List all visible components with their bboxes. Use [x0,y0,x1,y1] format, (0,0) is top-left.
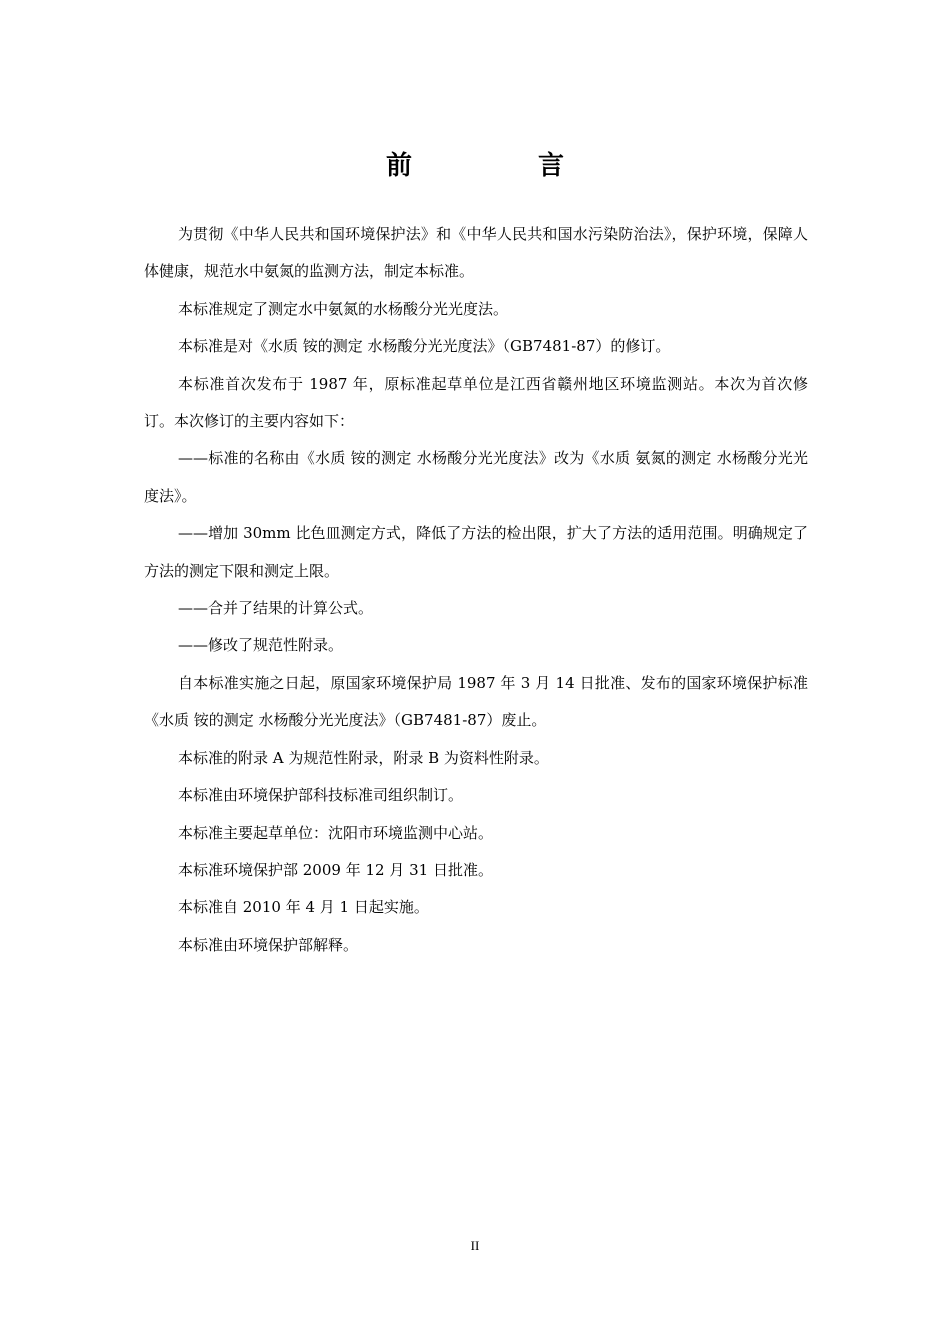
paragraph: 为贯彻《中华人民共和国环境保护法》和《中华人民共和国水污染防治法》，保护环境，保障人体健康，规范水中氨氮的监测方法，制定本标准。 [144,225,808,281]
paragraph: ——标准的名称由《水质 铵的测定 水杨酸分光光度法》改为《水质 氨氮的测定 水杨酸分光光度法》。 [144,449,808,505]
paragraph: ——修改了规范性附录。 [178,636,344,655]
page-number: II [470,1238,480,1253]
foreword-body [144,216,808,964]
paragraph: 本标准规定了测定水中氨氮的水杨酸分光光度法。 [178,299,509,318]
paragraph: 本标准由环境保护部解释。 [178,935,359,954]
paragraph: 本标准环境保护部 2009 年 12 月 31 日批准。 [178,860,493,879]
paragraph: 本标准首次发布于 1987 年，原标准起草单位是江西省赣州地区环境监测站。本次为首次修订。本次修订的主要内容如下： [144,374,808,431]
paragraph: 自本标准实施之日起，原国家环境保护局 1987 年 3 月 14 日批准、发布的国家环境保护标准《水质 铵的测定 水杨酸分光光度法》（GB7481-87）废止。 [144,673,808,730]
page-title: 前 言 [385,151,614,181]
paragraph: 本标准主要起草单位：沈阳市环境监测中心站。 [178,823,494,842]
paragraph: 本标准自 2010 年 4 月 1 日起实施。 [178,898,429,917]
paragraph: ——合并了结果的计算公式。 [178,599,374,618]
paragraph: ——增加 30mm 比色皿测定方式，降低了方法的检出限，扩大了方法的适用范围。明确规定了方法的测定下限和测定上限。 [144,524,808,580]
paragraph: 本标准是对《水质 铵的测定 水杨酸分光光度法》（GB7481-87）的修订。 [178,337,671,356]
paragraph: 本标准由环境保护部科技标准司组织制订。 [178,786,464,805]
paragraph: 本标准的附录 A 为规范性附录，附录 B 为资料性附录。 [178,748,549,767]
